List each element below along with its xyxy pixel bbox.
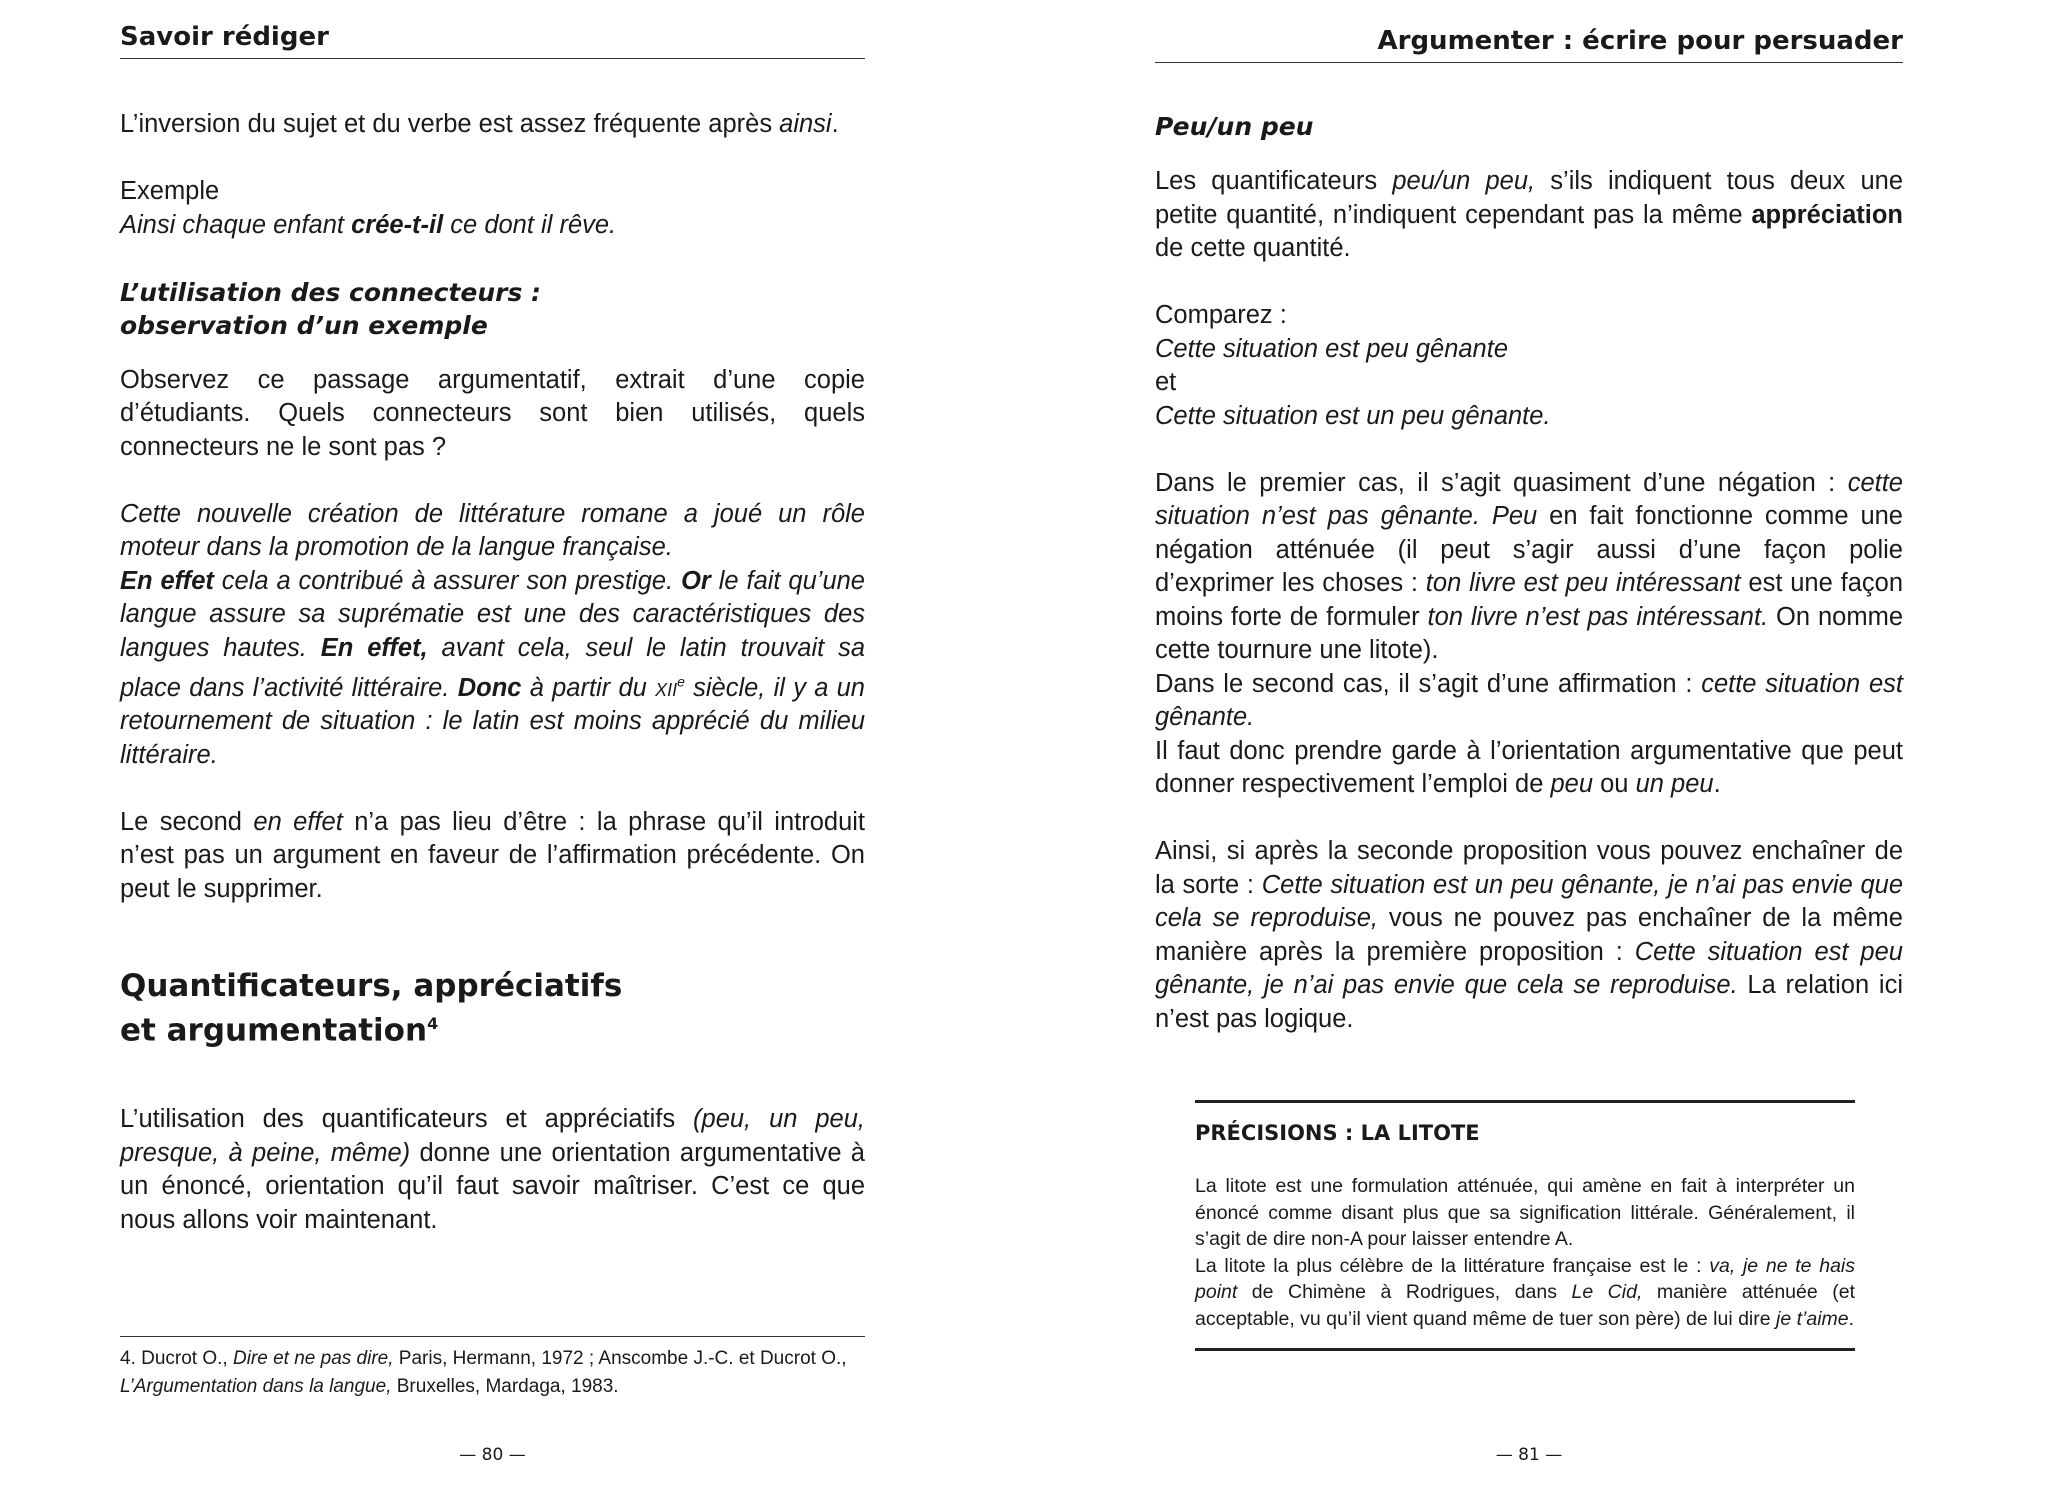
paragraph-observez: Observez ce passage argumentatif, extrait d’une copie d’étudiants. Quels connecteurs sont bien utilisés, quels connecteurs ne le sont pas ?: [120, 365, 865, 461]
box-text-2: La litote la plus célèbre de la littérature française est le : va, je ne te hais point de Chimène à Rodrigues, dans Le Cid, manière atténuée (et acceptable, vu qu’il vient quand même de tuer son père) de lui dire je t’aime.: [1195, 1254, 1855, 1330]
compare-sentence-1: Cette situation est peu gênante: [1155, 334, 1509, 363]
compare-and: et: [1155, 368, 1177, 396]
running-head-left: Savoir rédiger: [120, 22, 865, 59]
subheading-connecteurs: L’utilisation des connecteurs : observation d’un exemple: [120, 277, 542, 340]
paragraph-second-en-effet: Le second en effet n’a pas lieu d’être : la phrase qu’il introduit n’est pas un argument en faveur de l’affirmation précédente. On peut le supprimer.: [120, 807, 865, 903]
compare-sentence-2: Cette situation est un peu gênante.: [1155, 401, 1551, 430]
paragraph-ainsi: Ainsi, si après la seconde proposition vous pouvez enchaîner de la sorte : Cette situation est un peu gênante, je n’ai pas envie que cela se reproduise, vous ne pouvez pas enchaîner de la même manière après la première proposition : Cette situation est peu gênante, je n’ai pas envie que cela se reproduise. La relation ici n’est pas logique.: [1155, 837, 1903, 1033]
page-number-right: — 81 —: [1495, 1445, 1563, 1465]
box-title: PRÉCISIONS : LA LITOTE: [1195, 1121, 1480, 1145]
paragraph-quantificateurs: L’utilisation des quantificateurs et appréciatifs (peu, un peu, presque, à peine, même) donne une orientation argumentative à un énoncé, orientation qu’il faut savoir maîtriser. C’est ce que nous allons voir maintenant.: [120, 1105, 865, 1234]
paragraph-inversion: L’inversion du sujet et du verbe est assez fréquente après ainsi.: [120, 110, 839, 138]
footnote-ref: 4: [427, 1014, 439, 1033]
section-heading: Quantificateurs, appréciatifs et argumentation$^4$: [120, 968, 623, 1049]
left-page: [120, 0, 865, 1493]
right-body: [1155, 110, 1903, 1036]
page-number-left: — 80 —: [459, 1445, 526, 1465]
paragraph-quantificateurs-peu: Les quantificateurs peu/un peu, s’ils indiquent tous deux une petite quantité, n’indiquent cependant pas la même appréciation de cette quantité.: [1155, 167, 1903, 262]
box-text-1: La litote est une formulation atténuée, qui amène en fait à interpréter un énoncé comme disant plus que sa signification littérale. Généralement, il s’agit de dire non-A pour laisser entendre A.: [1195, 1175, 1855, 1250]
paragraph-premier-cas: Dans le premier cas, il s’agit quasiment d’une négation : cette situation n’est pas gênante. Peu en fait fonctionne comme une négation atténuée (il peut s’agir aussi d’une façon polie d’exprimer les choses : ton livre est peu intéressant est une façon moins forte de formuler ton livre n’est pas intéressant. On nomme cette tournure une litote).: [1155, 468, 1904, 664]
footnote-rule: [120, 1336, 865, 1337]
footnote: 4. Ducrot O., Dire et ne pas dire, Paris, Hermann, 1972 ; Anscombe J.-C. et Ducrot O., L’Argumentation dans la langue, Bruxelles, Mardaga, 1983.: [120, 1348, 847, 1397]
left-body: [120, 108, 865, 1237]
right-page: [1155, 0, 1903, 1493]
example-label: Exemple: [120, 177, 220, 205]
paragraph-second-cas: Dans le second cas, il s’agit d’une affirmation : cette situation est gênante.: [1155, 669, 1903, 731]
quoted-passage: Cette nouvelle création de littérature romane a joué un rôle moteur dans la promotion de la langue française. En effet cela a contribué à assurer son prestige. Or le fait qu’une langue assure sa suprématie est une des caractéristiques des langues hautes. En effet, avant cela, seul le latin trouvait sa place dans l’activité littéraire. Donc à partir du xii$^e$ siècle, il y a un retournement de situation : le latin est moins apprécié du milieu littéraire.: [120, 499, 866, 769]
precisions-box: [1195, 1100, 1855, 1351]
running-head-right: Argumenter : écrire pour persuader: [1155, 26, 1903, 63]
subheading-peu-un-peu: Peu/un peu: [1155, 112, 1314, 141]
paragraph-prendre-garde: Il faut donc prendre garde à l’orientation argumentative que peut donner respectivement l’emploi de peu ou un peu.: [1155, 736, 1903, 798]
compare-label: Comparez :: [1155, 301, 1287, 329]
example-sentence: Ainsi chaque enfant crée-t-il ce dont il rêve.: [120, 210, 617, 239]
